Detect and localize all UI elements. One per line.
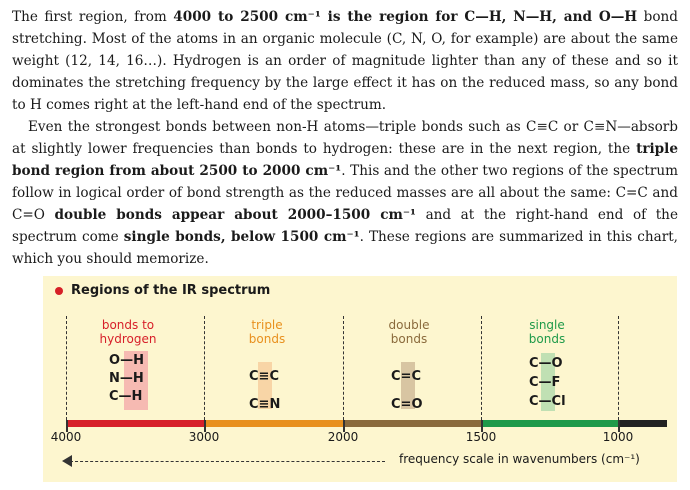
triple-bonds <box>249 363 280 419</box>
axis-segment-hydrogen <box>66 420 205 427</box>
divider-1000 <box>618 316 619 420</box>
bond-cn-triple: C≡N <box>249 397 281 412</box>
bond-co-double: C=O <box>391 397 423 412</box>
divider-1500 <box>481 316 482 420</box>
bullet-icon <box>55 287 63 295</box>
body-text <box>12 6 678 270</box>
bond-co-single: C—O <box>529 356 563 371</box>
region-label-single: single bonds <box>528 318 566 346</box>
bond-ch: C—H <box>109 389 143 404</box>
region-label-hydrogen: bonds to hydrogen <box>99 318 157 346</box>
tick-label-4000: 4000 <box>50 430 82 444</box>
tick-label-1500: 1500 <box>465 430 497 444</box>
axis-segment-single <box>482 420 619 427</box>
frequency-arrow-line <box>70 461 385 462</box>
paragraph-2: Even the strongest bonds between non-H atoms—triple bonds such as C≡C or C≡N—absorb at slightly lower frequencies than bonds to hydrogen: these are in the next region, the triple bond region from about 2500 to 2000 cm⁻¹. This and the other two regions of the spectrum follow in logical order of bond strength as the reduced masses are all about the same: C=C and C=O double bonds appear about 2000–1500 cm⁻¹ and at the right-hand end of the spectrum come single bonds, below 1500 cm⁻¹. These regions are summarized in this chart, which you should memorize. <box>12 119 679 267</box>
region-label-double: double bonds <box>388 318 430 346</box>
chart-title: Regions of the IR spectrum <box>55 283 270 298</box>
tick-label-1000: 1000 <box>602 430 634 444</box>
single-bonds <box>529 354 566 411</box>
axis-label: frequency scale in wavenumbers (cm⁻¹) <box>399 452 640 466</box>
divider-4000 <box>66 316 67 420</box>
bond-cf-single: C—F <box>529 375 561 390</box>
double-bonds <box>391 363 423 419</box>
axis-segment-tail <box>619 420 667 427</box>
bond-ccl-single: C—Cl <box>529 394 566 409</box>
tick-label-3000: 3000 <box>188 430 220 444</box>
region-label-triple: triple bonds <box>248 318 286 346</box>
bond-cc-double: C=C <box>391 369 421 384</box>
bond-cc-triple: C≡C <box>249 369 279 384</box>
tick-label-2000: 2000 <box>327 430 359 444</box>
paragraph-1: The first region, from 4000 to 2500 cm⁻¹ is the region for C—H, N—H, and O—H bond stretching. Most of the atoms in an organic molecule (C, N, O, for example) are about the same weight (12, 14, 16…). Hydrogen is an order of magnitude lighter than any of these and so it dominates the stretching frequency by the large effect it has on the reduced mass, so any bond to H comes right at the left-hand end of the spectrum. <box>12 9 678 113</box>
axis-segment-triple <box>205 420 344 427</box>
axis-segment-double <box>344 420 482 427</box>
bonds-to-hydrogen <box>109 352 144 406</box>
divider-3000 <box>204 316 205 420</box>
divider-2000 <box>343 316 344 420</box>
bond-nh: N—H <box>109 371 144 386</box>
bond-oh: O—H <box>109 353 144 368</box>
